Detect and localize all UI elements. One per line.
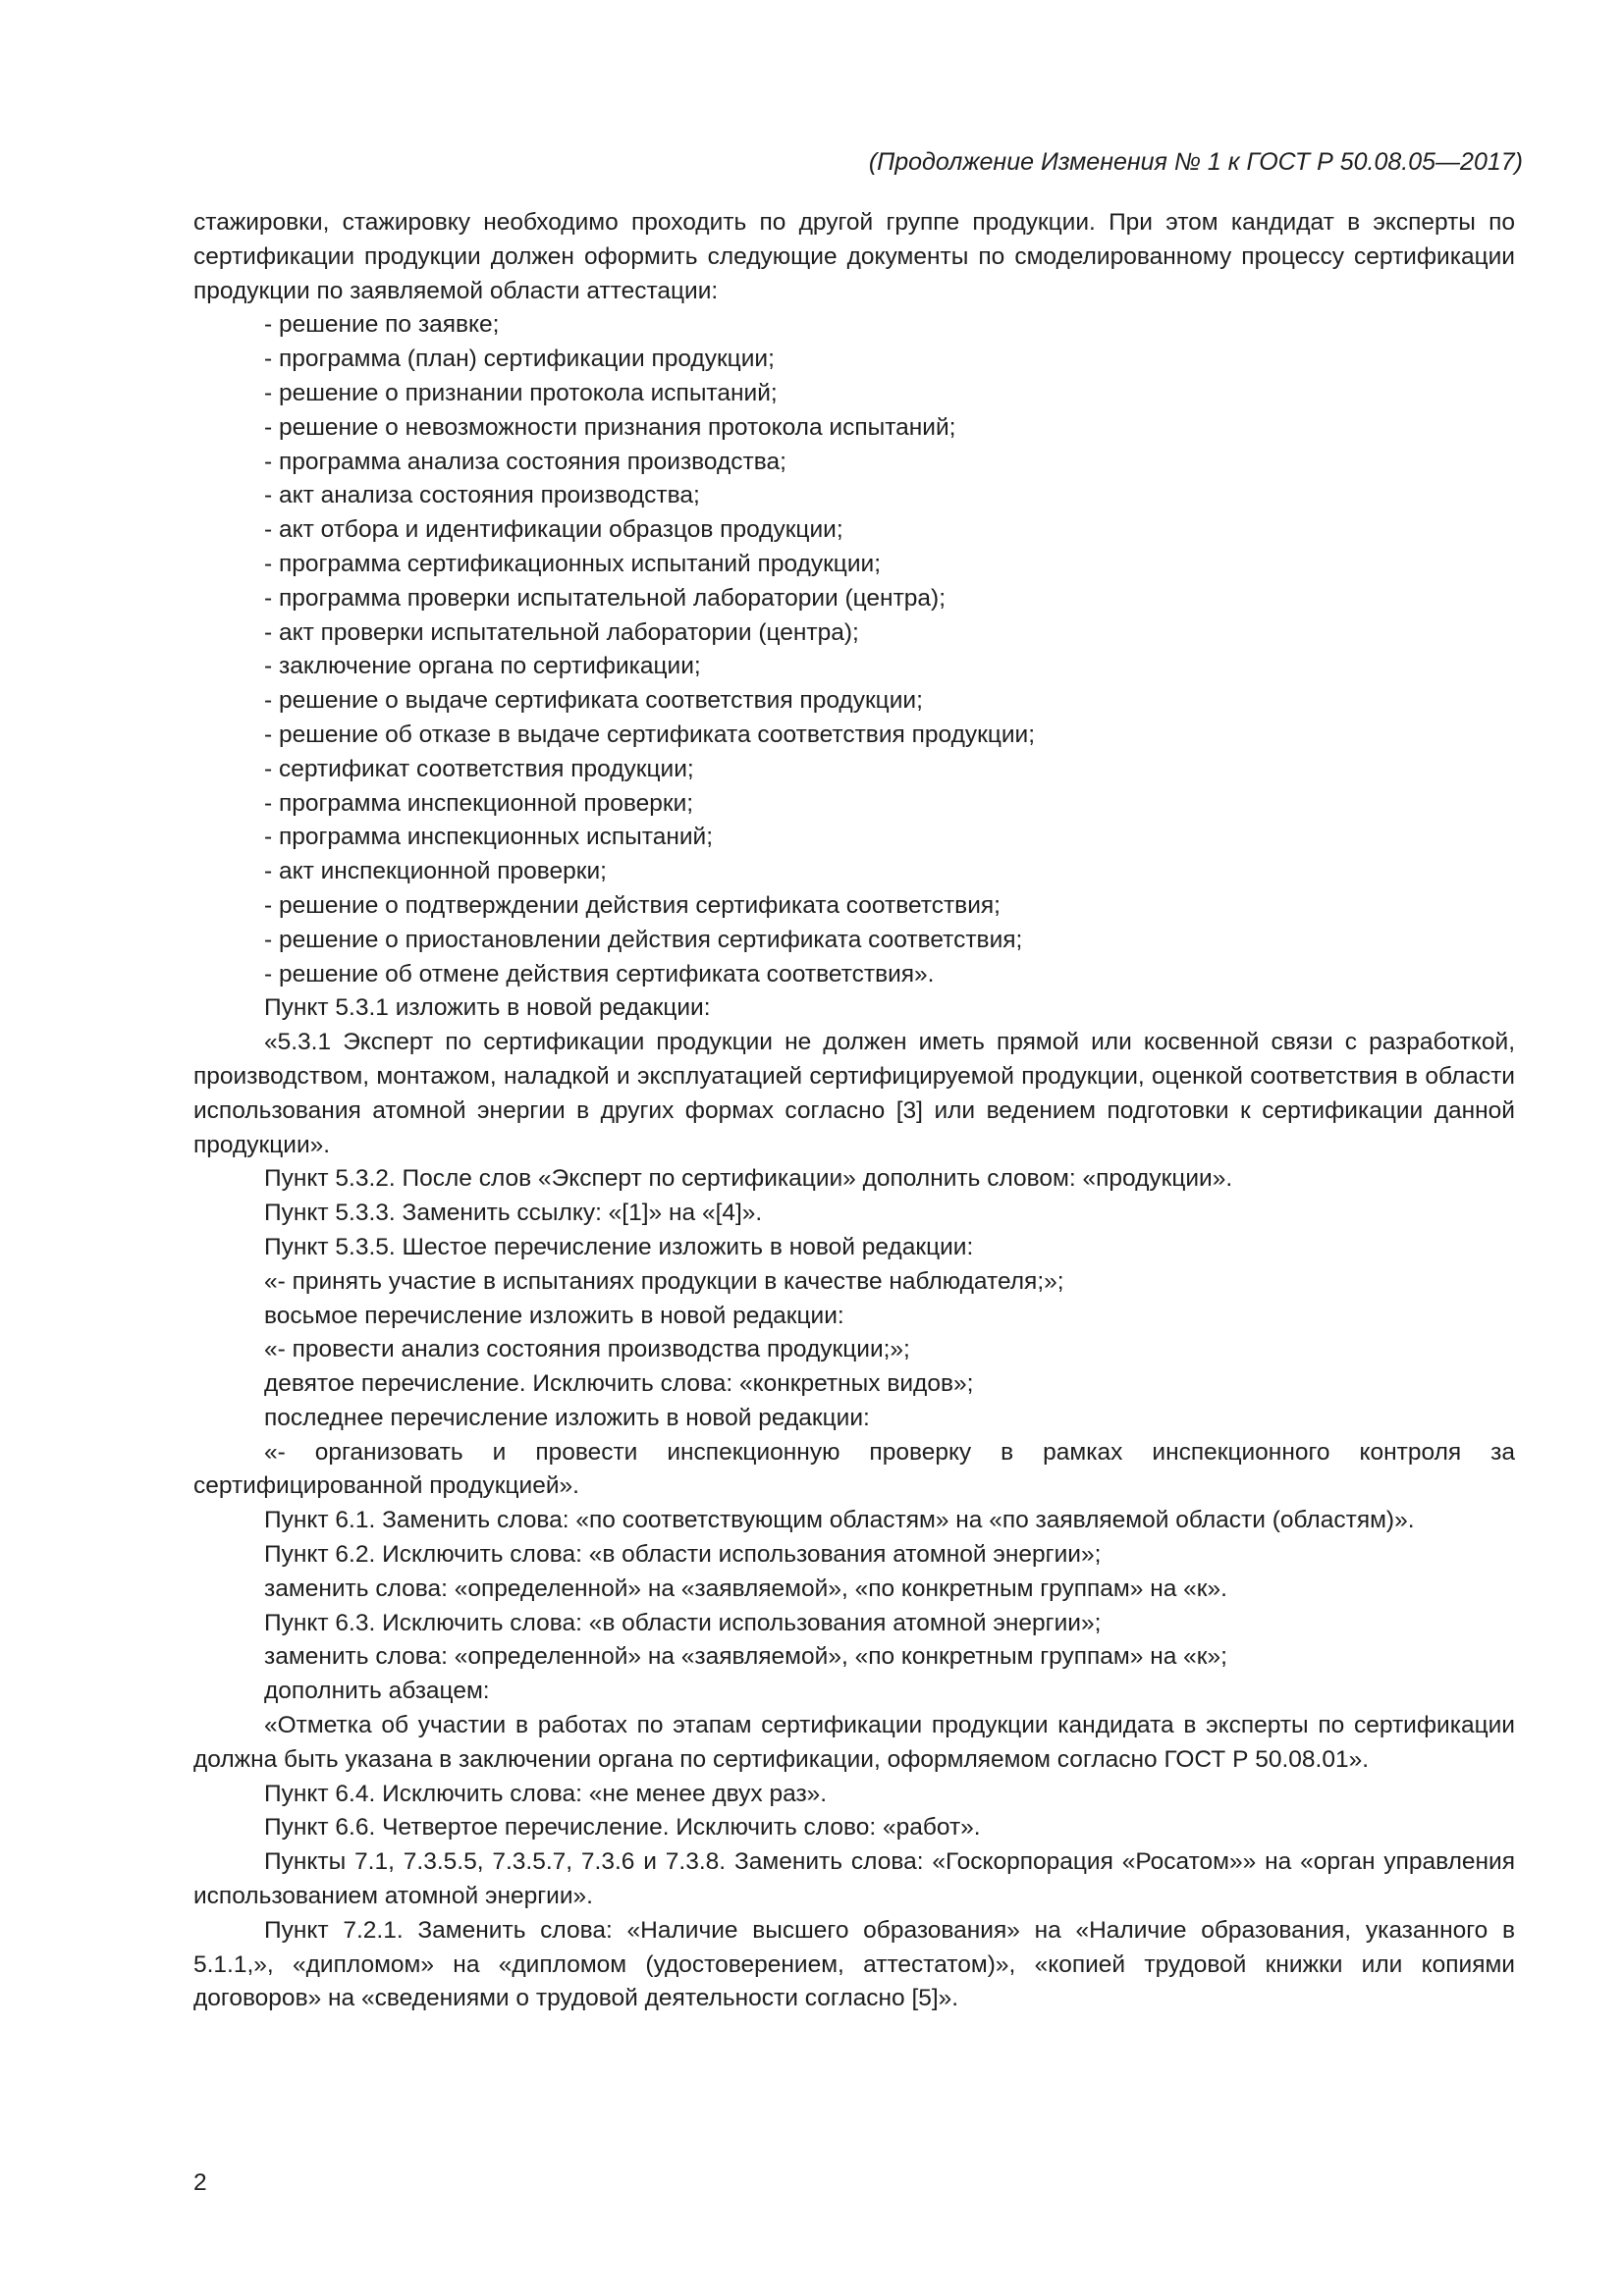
paragraph: «5.3.1 Эксперт по сертификации продукции не должен иметь прямой или косвенной связи с разработкой, производством, монтажом, наладкой и эксплуатацией сертифицируемой продукции, оценкой соответствия в области использования атомной энергии в других формах согласно [3] или ведением подготовки к сертификации данной продукции». [193, 1029, 1515, 1158]
list-item: - решение о приостановлении действия сертификата соответствия; [264, 926, 1023, 953]
paragraph: «- организовать и провести инспекционную проверку в рамках инспекционного контроля за сертифицированной продукцией». [193, 1438, 1515, 1500]
list-item: - акт инспекционной проверки; [264, 858, 607, 885]
paragraph: заменить слова: «определенной» на «заявляемой», «по конкретным группам» на «к»; [264, 1643, 1227, 1671]
list-item: - программа (план) сертификации продукции; [264, 346, 775, 373]
paragraph: Пункт 6.3. Исключить слова: «в области использования атомной энергии»; [264, 1609, 1102, 1636]
list-item: - программа проверки испытательной лаборатории (центра); [264, 584, 947, 612]
list-item: - программа инспекционных испытаний; [264, 824, 714, 851]
list-item: - программа сертификационных испытаний продукции; [264, 550, 882, 577]
list-item: - сертификат соответствия продукции; [264, 755, 694, 782]
paragraph: «- принять участие в испытаниях продукции в качестве наблюдателя;»; [264, 1267, 1064, 1295]
paragraph: Пункт 5.3.3. Заменить ссылку: «[1]» на «[4]». [264, 1200, 763, 1227]
list-item: - решение о признании протокола испытаний; [264, 379, 778, 406]
paragraph: Пункт 6.2. Исключить слова: «в области использования атомной энергии»; [264, 1541, 1102, 1569]
paragraph: стажировки, стажировку необходимо проходить по другой группе продукции. При этом кандидат в эксперты по сертификации продукции должен оформить следующие документы по смоделированному процессу сертификации продукции по заявляемой области аттестации: [193, 209, 1515, 304]
document-body [193, 206, 1515, 2016]
paragraph: заменить слова: «определенной» на «заявляемой», «по конкретным группам» на «к». [264, 1575, 1227, 1602]
list-item: - заключение органа по сертификации; [264, 653, 701, 680]
list-item: - акт отбора и идентификации образцов продукции; [264, 516, 843, 544]
paragraph: Пункт 7.2.1. Заменить слова: «Наличие высшего образования» на «Наличие образования, указанного в 5.1.1,», «дипломом» на «дипломом (удостоверением, аттестатом)», «копией трудовой книжки или копиями договоров» на «сведениями о трудовой деятельности согласно [5]». [193, 1916, 1515, 2012]
running-header: (Продолжение Изменения № 1 к ГОСТ Р 50.08.05—2017) [868, 148, 1523, 176]
list-item: - акт анализа состояния производства; [264, 482, 700, 509]
paragraph: «Отметка об участии в работах по этапам сертификации продукции кандидата в эксперты по сертификации должна быть указана в заключении органа по сертификации, оформляемом согласно ГОСТ Р 50.08.01». [193, 1712, 1515, 1773]
paragraph: Пункт 6.1. Заменить слова: «по соответствующим областям» на «по заявляемой области (областям)». [264, 1507, 1415, 1534]
paragraph: Пункт 6.6. Четвертое перечисление. Исключить слово: «работ». [264, 1814, 981, 1842]
paragraph: девятое перечисление. Исключить слова: «конкретных видов»; [264, 1370, 974, 1398]
list-item: - программа анализа состояния производства; [264, 448, 786, 475]
list-item: - решение об отмене действия сертификата соответствия». [264, 960, 935, 988]
list-item: - решение об отказе в выдаче сертификата соответствия продукции; [264, 721, 1036, 748]
list-item: - программа инспекционной проверки; [264, 789, 694, 817]
paragraph: Пункт 5.3.5. Шестое перечисление изложить в новой редакции: [264, 1233, 974, 1260]
page-number: 2 [193, 2169, 207, 2196]
paragraph: Пункт 5.3.1 изложить в новой редакции: [264, 994, 711, 1022]
paragraph: Пункт 5.3.2. После слов «Эксперт по сертификации» дополнить словом: «продукции». [264, 1165, 1233, 1193]
paragraph: восьмое перечисление изложить в новой редакции: [264, 1302, 844, 1329]
paragraph: Пункты 7.1, 7.3.5.5, 7.3.5.7, 7.3.6 и 7.3.8. Заменить слова: «Госкорпорация «Росатом»» на «орган управления использованием атомной энергии». [193, 1848, 1515, 1910]
paragraph: последнее перечисление изложить в новой редакции: [264, 1404, 870, 1431]
list-item: - акт проверки испытательной лаборатории (центра); [264, 618, 859, 646]
paragraph: Пункт 6.4. Исключить слова: «не менее двух раз». [264, 1780, 828, 1807]
list-item: - решение по заявке; [264, 311, 500, 339]
list-item: - решение о выдаче сертификата соответствия продукции; [264, 687, 923, 715]
list-item: - решение о подтверждении действия сертификата соответствия; [264, 891, 1001, 919]
paragraph: дополнить абзацем: [264, 1678, 490, 1705]
list-item: - решение о невозможности признания протокола испытаний; [264, 413, 956, 441]
paragraph: «- провести анализ состояния производства продукции;»; [264, 1336, 910, 1363]
